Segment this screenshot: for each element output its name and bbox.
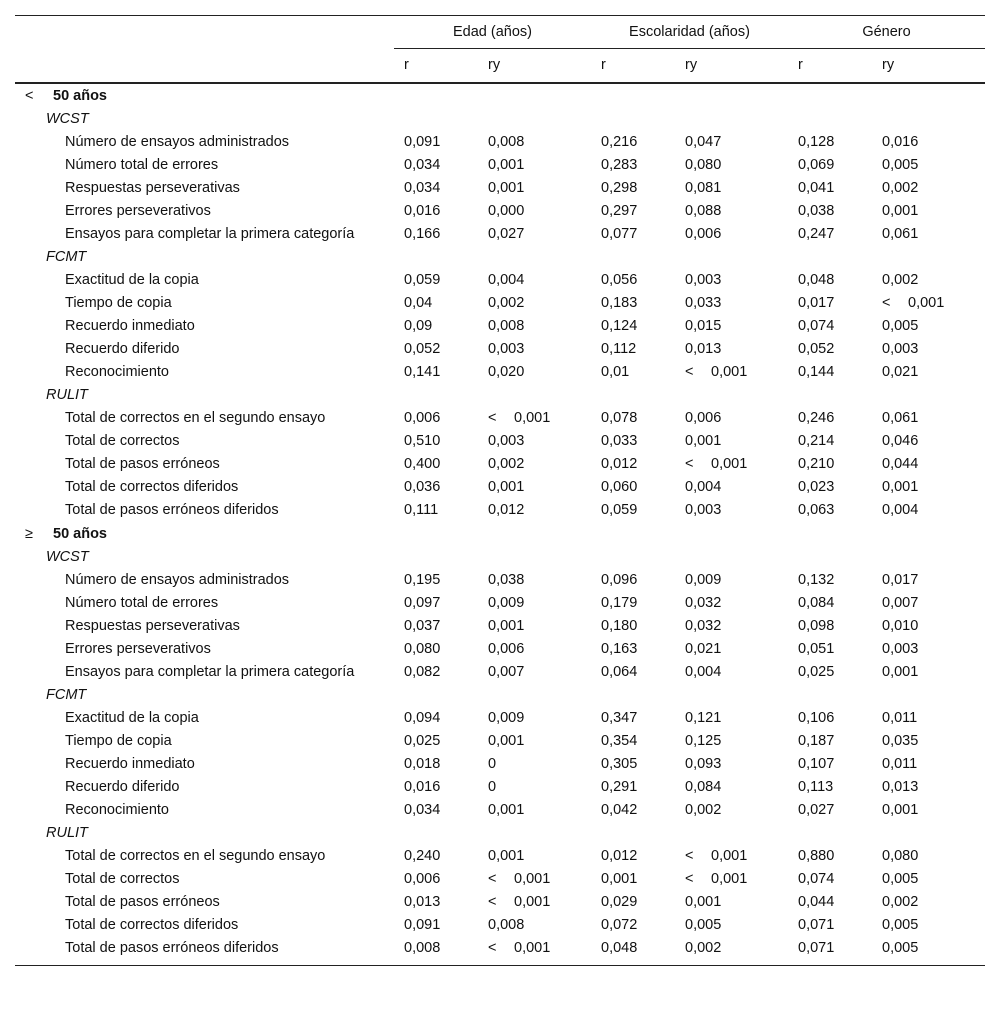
section-row [15, 83, 985, 108]
value-cell: 0,132 [798, 572, 835, 588]
group-header-edad: Edad (años) [394, 16, 591, 49]
value-cell: 0,025 [404, 733, 441, 749]
value-cell: 0,010 [882, 618, 919, 634]
row-label: Total de pasos erróneos [65, 894, 220, 910]
table-row [15, 891, 985, 914]
header-blank-cell [15, 16, 394, 49]
value-cell: 0,004 [685, 664, 722, 680]
value-cell: 0,021 [882, 364, 919, 380]
test-name: RULIT [46, 825, 88, 841]
value-cell: 0,247 [798, 226, 835, 242]
less-than-sign: < [882, 295, 891, 311]
value-cell: 0,082 [404, 664, 441, 680]
value-cell: 0,097 [404, 595, 441, 611]
value-cell: 0,034 [404, 180, 441, 196]
value-cell: 0,124 [601, 318, 638, 334]
section-label [15, 83, 985, 108]
section-age-label: 50 años [53, 88, 107, 104]
value-cell: 0,071 [798, 917, 835, 933]
value-cell: 0,180 [601, 618, 638, 634]
less-than-sign: < [488, 410, 497, 426]
value-cell: 0,005 [882, 940, 919, 956]
value-cell: 0,080 [882, 848, 919, 864]
value-cell: 0,074 [798, 871, 835, 887]
value-cell [478, 868, 591, 891]
row-label: Total de correctos diferidos [65, 917, 239, 933]
value-cell: 0,016 [404, 779, 441, 795]
row-label: Recuerdo inmediato [65, 318, 195, 334]
value-cell: 0,002 [685, 802, 722, 818]
table-row [15, 661, 985, 684]
value-cell: 0,001 [488, 733, 525, 749]
value-cell: 0,091 [404, 917, 441, 933]
table-row [15, 753, 985, 776]
row-label: Tiempo de copia [65, 733, 172, 749]
value-cell [675, 868, 788, 891]
value-cell: 0 [488, 756, 497, 772]
value-cell: 0,001 [488, 180, 525, 196]
value-cell: 0,047 [685, 134, 722, 150]
value-cell: 0,091 [404, 134, 441, 150]
value-cell: 0,007 [882, 595, 919, 611]
test-name: FCMT [46, 249, 87, 265]
value-cell: 0,297 [601, 203, 638, 219]
value-cell: 0,003 [685, 502, 722, 518]
table-row [15, 799, 985, 822]
value-cell: 0,240 [404, 848, 441, 864]
row-label: Número de ensayos administrados [65, 572, 290, 588]
value-cell: 0,044 [882, 456, 919, 472]
row-label: Recuerdo diferido [65, 779, 180, 795]
value-cell: 0,880 [798, 848, 835, 864]
value-cell: 0,061 [882, 410, 919, 426]
subheader-r: r [591, 49, 675, 84]
value-cell: 0,032 [685, 618, 722, 634]
value-cell: 0,038 [488, 572, 525, 588]
value-cell [872, 292, 985, 315]
correlation-table [15, 15, 985, 966]
value-cell: 0,187 [798, 733, 835, 749]
value-cell: 0,003 [882, 341, 919, 357]
value-cell: 0,023 [798, 479, 835, 495]
row-label: Respuestas perseverativas [65, 618, 240, 634]
subcolumn-header-row [15, 49, 985, 84]
value-cell: 0,020 [488, 364, 525, 380]
value-cell: 0,008 [404, 940, 441, 956]
less-than-sign: < [685, 848, 694, 864]
value-text: 0,001 [514, 410, 551, 426]
value-cell: 0,025 [798, 664, 835, 680]
value-cell: 0,003 [488, 433, 525, 449]
group-header-row [15, 16, 985, 49]
row-label: Errores perseverativos [65, 203, 211, 219]
less-than-sign: < [685, 871, 694, 887]
table-row [15, 592, 985, 615]
row-label: Ensayos para completar la primera categoría [65, 664, 355, 680]
value-cell: 0,044 [798, 894, 835, 910]
value-cell: 0,09 [404, 318, 433, 334]
test-name: WCST [46, 549, 89, 565]
value-cell [675, 453, 788, 476]
subheader-ry: ry [872, 49, 985, 84]
value-cell: 0,298 [601, 180, 638, 196]
value-cell: 0,006 [404, 410, 441, 426]
table-row [15, 868, 985, 891]
value-cell: 0,179 [601, 595, 638, 611]
value-cell: 0,052 [798, 341, 835, 357]
value-cell: 0,056 [601, 272, 638, 288]
test-name: RULIT [46, 387, 88, 403]
value-text: 0,001 [711, 456, 748, 472]
value-cell: 0,052 [404, 341, 441, 357]
value-cell: 0,510 [404, 433, 441, 449]
value-cell: 0,059 [404, 272, 441, 288]
row-label: Tiempo de copia [65, 295, 172, 311]
value-cell: 0,009 [488, 710, 525, 726]
value-text: 0,001 [711, 848, 748, 864]
value-cell: 0,008 [488, 318, 525, 334]
value-cell: 0,001 [488, 479, 525, 495]
value-text: 0,001 [711, 871, 748, 887]
value-cell: 0,006 [488, 641, 525, 657]
table-row [15, 430, 985, 453]
row-label: Respuestas perseverativas [65, 180, 240, 196]
value-cell: 0,063 [798, 502, 835, 518]
value-cell: 0,088 [685, 203, 722, 219]
value-cell: 0,003 [685, 272, 722, 288]
value-cell: 0,084 [685, 779, 722, 795]
table-row [15, 453, 985, 476]
row-label: Total de correctos [65, 871, 180, 887]
table-row [15, 615, 985, 638]
value-cell: 0,078 [601, 410, 638, 426]
row-label: Número total de errores [65, 157, 219, 173]
value-cell: 0,002 [488, 295, 525, 311]
value-cell: 0,001 [882, 802, 919, 818]
value-cell: 0,04 [404, 295, 433, 311]
row-label: Reconocimiento [65, 364, 169, 380]
value-cell: 0,027 [798, 802, 835, 818]
value-cell: 0,008 [488, 917, 525, 933]
value-cell: 0,046 [882, 433, 919, 449]
value-text: 0,001 [908, 295, 945, 311]
table-row [15, 730, 985, 753]
table-row [15, 776, 985, 799]
value-cell: 0,001 [685, 433, 722, 449]
value-cell: 0,113 [798, 779, 834, 795]
value-cell: 0,035 [882, 733, 919, 749]
value-cell: 0,013 [685, 341, 722, 357]
table-row [15, 269, 985, 292]
section-symbol: < [25, 88, 34, 104]
value-cell: 0,094 [404, 710, 441, 726]
value-cell: 0,072 [601, 917, 638, 933]
value-cell [478, 407, 591, 430]
value-cell: 0,008 [488, 134, 525, 150]
value-cell: 0,004 [488, 272, 525, 288]
value-cell: 0,071 [798, 940, 835, 956]
value-cell: 0 [488, 779, 497, 795]
value-cell: 0,283 [601, 157, 638, 173]
value-cell: 0,009 [488, 595, 525, 611]
value-cell: 0,064 [601, 664, 638, 680]
value-cell: 0,106 [798, 710, 835, 726]
value-cell: 0,060 [601, 479, 638, 495]
value-cell: 0,098 [798, 618, 835, 634]
value-cell: 0,002 [882, 272, 919, 288]
subheader-r: r [788, 49, 872, 84]
value-text: 0,001 [514, 940, 551, 956]
correlation-table-container [15, 15, 985, 966]
table-row [15, 845, 985, 868]
table-row [15, 223, 985, 246]
value-cell: 0,032 [685, 595, 722, 611]
row-label: Ensayos para completar la primera categoría [65, 226, 355, 242]
value-text: 0,001 [711, 364, 748, 380]
value-cell: 0,069 [798, 157, 835, 173]
table-row [15, 499, 985, 522]
bottom-rule [15, 966, 985, 967]
value-cell: 0,354 [601, 733, 638, 749]
value-cell: 0,006 [685, 226, 722, 242]
table-row [15, 937, 985, 966]
table-body [15, 83, 985, 966]
value-cell: 0,017 [798, 295, 835, 311]
subheader-ry: ry [478, 49, 591, 84]
value-cell: 0,166 [404, 226, 441, 242]
value-cell: 0,034 [404, 802, 441, 818]
value-cell: 0,163 [601, 641, 638, 657]
test-name: WCST [46, 111, 89, 127]
value-cell: 0,017 [882, 572, 919, 588]
value-cell: 0,01 [601, 364, 630, 380]
table-row [15, 292, 985, 315]
table-row [15, 407, 985, 430]
table-row [15, 707, 985, 730]
value-cell: 0,012 [601, 848, 638, 864]
less-than-sign: < [488, 894, 497, 910]
value-cell: 0,107 [798, 756, 835, 772]
value-cell: 0,004 [685, 479, 722, 495]
row-label: Exactitud de la copia [65, 272, 199, 288]
row-label: Total de correctos [65, 433, 180, 449]
value-cell: 0,141 [404, 364, 441, 380]
value-cell: 0,033 [685, 295, 722, 311]
test-row [15, 822, 985, 845]
value-cell: 0,006 [685, 410, 722, 426]
value-cell: 0,003 [488, 341, 525, 357]
table-row [15, 200, 985, 223]
subheader-ry: ry [675, 49, 788, 84]
value-cell: 0,001 [488, 802, 525, 818]
row-label: Total de correctos diferidos [65, 479, 239, 495]
value-cell: 0,121 [685, 710, 722, 726]
test-row [15, 684, 985, 707]
test-row [15, 108, 985, 131]
group-header-escolaridad: Escolaridad (años) [591, 16, 788, 49]
value-cell: 0,001 [685, 894, 722, 910]
value-cell: 0,048 [601, 940, 638, 956]
value-cell: 0,013 [404, 894, 441, 910]
value-cell: 0,305 [601, 756, 638, 772]
value-cell: 0,033 [601, 433, 638, 449]
value-cell: 0,291 [601, 779, 638, 795]
value-cell: 0,347 [601, 710, 638, 726]
table-row [15, 476, 985, 499]
subheader-blank-cell [15, 49, 394, 84]
value-cell: 0,016 [882, 134, 919, 150]
value-cell: 0,183 [601, 295, 638, 311]
value-cell: 0,077 [601, 226, 638, 242]
less-than-sign: < [685, 456, 694, 472]
value-cell: 0,128 [798, 134, 835, 150]
value-cell: 0,059 [601, 502, 638, 518]
value-cell [675, 845, 788, 868]
value-cell: 0,195 [404, 572, 441, 588]
value-cell: 0,400 [404, 456, 441, 472]
less-than-sign: < [685, 364, 694, 380]
value-cell: 0,011 [882, 710, 918, 726]
value-cell: 0,214 [798, 433, 835, 449]
value-cell: 0,027 [488, 226, 525, 242]
value-cell: 0,036 [404, 479, 441, 495]
value-cell: 0,000 [488, 203, 525, 219]
value-cell: 0,005 [882, 157, 919, 173]
value-cell: 0,005 [882, 917, 919, 933]
row-label: Recuerdo diferido [65, 341, 180, 357]
value-cell: 0,011 [882, 756, 918, 772]
value-cell: 0,001 [601, 871, 638, 887]
value-cell: 0,111 [404, 502, 439, 518]
value-cell: 0,005 [882, 318, 919, 334]
less-than-sign: < [488, 871, 497, 887]
test-row [15, 246, 985, 269]
group-header-genero: Género [788, 16, 985, 49]
row-label: Total de pasos erróneos diferidos [65, 502, 279, 518]
value-cell: 0,038 [798, 203, 835, 219]
value-text: 0,001 [514, 871, 551, 887]
value-cell: 0,001 [882, 479, 919, 495]
value-cell: 0,093 [685, 756, 722, 772]
value-cell: 0,081 [685, 180, 722, 196]
table-row [15, 338, 985, 361]
row-label: Errores perseverativos [65, 641, 211, 657]
value-cell: 0,061 [882, 226, 919, 242]
value-cell: 0,084 [798, 595, 835, 611]
value-cell: 0,021 [685, 641, 722, 657]
value-cell: 0,013 [882, 779, 919, 795]
test-row [15, 384, 985, 407]
value-cell: 0,029 [601, 894, 638, 910]
section-age-label: 50 años [53, 526, 107, 542]
value-cell [478, 891, 591, 914]
value-cell: 0,016 [404, 203, 441, 219]
value-cell: 0,012 [488, 502, 525, 518]
row-label: Total de correctos en el segundo ensayo [65, 410, 326, 426]
row-label: Total de pasos erróneos diferidos [65, 940, 279, 956]
value-cell: 0,005 [882, 871, 919, 887]
table-row [15, 638, 985, 661]
row-label: Número total de errores [65, 595, 219, 611]
value-cell: 0,080 [685, 157, 722, 173]
value-cell: 0,144 [798, 364, 835, 380]
value-cell: 0,001 [488, 618, 525, 634]
value-cell: 0,015 [685, 318, 722, 334]
table-row [15, 154, 985, 177]
value-cell: 0,041 [798, 180, 835, 196]
table-row [15, 131, 985, 154]
value-cell: 0,037 [404, 618, 441, 634]
value-cell: 0,051 [798, 641, 835, 657]
value-cell: 0,034 [404, 157, 441, 173]
value-cell: 0,216 [601, 134, 638, 150]
value-cell: 0,246 [798, 410, 835, 426]
section-row [15, 522, 985, 546]
value-cell [675, 361, 788, 384]
value-cell: 0,001 [488, 848, 525, 864]
table-row [15, 177, 985, 200]
value-cell [478, 937, 591, 966]
value-cell: 0,074 [798, 318, 835, 334]
table-row [15, 569, 985, 592]
value-cell: 0,001 [882, 664, 919, 680]
test-row [15, 546, 985, 569]
value-cell: 0,002 [882, 180, 919, 196]
value-cell: 0,018 [404, 756, 441, 772]
value-cell: 0,125 [685, 733, 722, 749]
value-cell: 0,001 [488, 157, 525, 173]
value-cell: 0,112 [601, 341, 637, 357]
value-cell: 0,006 [404, 871, 441, 887]
row-label: Total de correctos en el segundo ensayo [65, 848, 326, 864]
table-row [15, 315, 985, 338]
value-cell: 0,012 [601, 456, 638, 472]
value-cell: 0,002 [882, 894, 919, 910]
table-row [15, 914, 985, 937]
section-symbol: ≥ [25, 526, 33, 542]
value-cell: 0,004 [882, 502, 919, 518]
subheader-r: r [394, 49, 478, 84]
value-cell: 0,009 [685, 572, 722, 588]
value-cell: 0,048 [798, 272, 835, 288]
value-cell: 0,005 [685, 917, 722, 933]
section-label [15, 522, 985, 546]
value-text: 0,001 [514, 894, 551, 910]
row-label: Número de ensayos administrados [65, 134, 290, 150]
less-than-sign: < [488, 940, 497, 956]
value-cell: 0,001 [882, 203, 919, 219]
value-cell: 0,002 [685, 940, 722, 956]
test-name: FCMT [46, 687, 87, 703]
value-cell: 0,210 [798, 456, 835, 472]
row-label: Exactitud de la copia [65, 710, 199, 726]
value-cell: 0,007 [488, 664, 525, 680]
value-cell: 0,080 [404, 641, 441, 657]
table-row [15, 361, 985, 384]
row-label: Total de pasos erróneos [65, 456, 220, 472]
value-cell: 0,096 [601, 572, 638, 588]
value-cell: 0,042 [601, 802, 638, 818]
value-cell: 0,002 [488, 456, 525, 472]
row-label: Reconocimiento [65, 802, 169, 818]
row-label: Recuerdo inmediato [65, 756, 195, 772]
value-cell: 0,003 [882, 641, 919, 657]
